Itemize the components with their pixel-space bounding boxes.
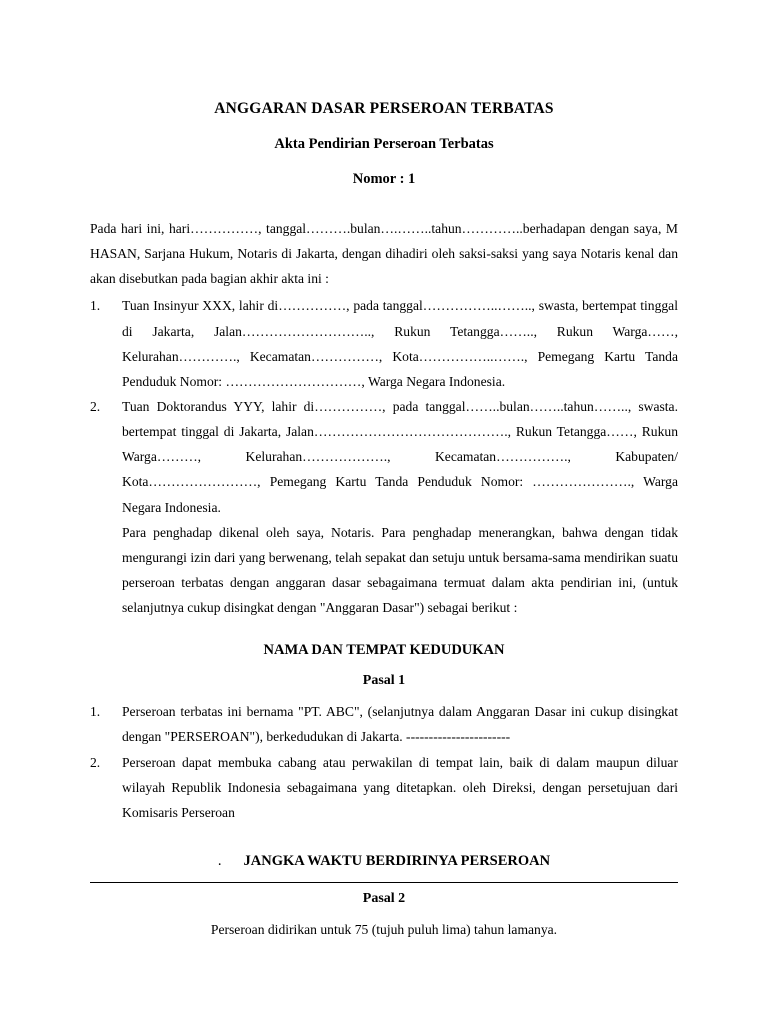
list-marker: 2. [90,398,101,414]
document-subtitle: Akta Pendirian Perseroan Terbatas [274,136,494,152]
title-block [90,100,678,188]
horizontal-divider [90,882,678,883]
list-item [90,293,678,394]
section-heading-dot: . [217,852,222,869]
list-marker: 2. [90,754,101,770]
document-title: ANGGARAN DASAR PERSEROAN TERBATAS [214,100,554,117]
list-item-text: Tuan Insinyur XXX, lahir di……………, pada tanggal……………..…….., swasta, bertempat tinggal di Jakarta, Jalan……………………….., Rukun Tetangga…….., Rukun Warga……, Kelurahan…………., Kecamatan……………, Kota……………..……., Pemegang Kartu Tanda Penduduk Nomor: …………………………, Warga Negara Indonesia. [122,298,678,389]
section-heading-jangka-waktu [90,853,678,870]
list-item [90,750,678,825]
parties-list [90,293,678,519]
list-marker: 1. [90,704,101,720]
list-item-text: Perseroan terbatas ini bernama "PT. ABC", (selanjutnya dalam Anggaran Dasar ini cukup disingkat dengan "PERSEROAN"), berkedudukan di Jakarta. ----------------------- [122,704,678,745]
pasal-1-list [90,699,678,825]
opening-paragraph: Pada hari ini, hari……………, tanggal……….bulan….……..tahun…………..berhadapan dengan saya, M HASAN, Sarjana Hukum, Notaris di Jakarta, dengan dihadiri oleh saksi-saksi yang saya Notaris kenal dan akan disebutkan pada bagian akhir akta ini : [90,221,678,287]
pasal-2-heading: Pasal 2 [362,890,406,906]
list-item-text: Tuan Doktorandus YYY, lahir di……………, pada tanggal……..bulan……..tahun…….., swasta. bertempat tinggal di Jakarta, Jalan……………………………………., Rukun Tetangga……, Rukun Warga………, Kelurahan………………., Kecamatan……………., Kabupaten/ Kota……………………, Pemegang Kartu Tanda Penduduk Nomor: …………………., Warga Negara Indonesia. [122,398,678,515]
preamble-paragraph: Para penghadap dikenal oleh saya, Notaris. Para penghadap menerangkan, bahwa dengan tidak mengurangi izin dari yang berwenang, telah sepakat dan setuju untuk bersama-sama mendirikan suatu perseroan terbatas dengan anggaran dasar sebagaimana termuat dalam akta pendirian ini, (untuk selanjutnya cukup disingkat dengan "Anggaran Dasar") sebagai berikut : [122,524,678,616]
section-heading-text: JANGKA WAKTU BERDIRINYA PERSEROAN [243,852,551,869]
pasal-1-heading: Pasal 1 [362,673,406,689]
pasal-2-body: Perseroan didirikan untuk 75 (tujuh puluh lima) tahun lamanya. [210,921,558,937]
list-item-text: Perseroan dapat membuka cabang atau perwakilan di tempat lain, baik di dalam maupun diluar wilayah Republik Indonesia sebagaimana yang ditetapkan. oleh Direksi, dengan persetujuan dari Komisaris Perseroan [122,754,678,820]
document-number: Nomor : 1 [352,171,416,187]
list-item [90,394,678,520]
section-heading-nama-dan-tempat-kedudukan: NAMA DAN TEMPAT KEDUDUKAN [263,642,505,659]
list-item [90,699,678,749]
list-marker: 1. [90,298,101,314]
